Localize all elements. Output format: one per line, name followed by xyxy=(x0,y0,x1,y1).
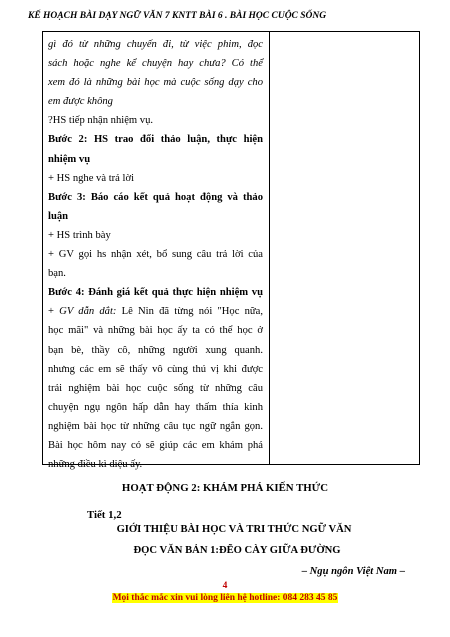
text-fragment: GV dẫn dắt: xyxy=(59,306,117,318)
table-text-line: sách hoặc nghe kể chuyện hay chưa? Có thể xyxy=(48,58,263,70)
table-left-cell xyxy=(48,35,263,474)
reading-title: ĐỌC VĂN BẢN 1:ĐẼO CÀY GIỮA ĐƯỜNG xyxy=(133,545,341,556)
table-text-line: bạn. xyxy=(48,268,66,280)
table-text-line: Bước 4: Đánh giá kết quả thực hiện nhiệm vụ xyxy=(48,287,263,299)
table-text-line: nhưng các em sẽ thấy vô cùng thú vị khi được xyxy=(48,363,263,375)
lesson-table xyxy=(42,31,420,471)
document-header: KẾ HOẠCH BÀI DẠY NGỮ VĂN 7 KNTT BÀI 6 . BÀI HỌC CUỘC SỐNG xyxy=(28,11,327,21)
table-text-line: + GV gọi hs nhận xét, bổ sung câu trả lời của xyxy=(48,249,263,261)
table-text-line: ?HS tiếp nhận nhiệm vụ. xyxy=(48,115,154,127)
table-text-line: gì đó từ những chuyến đi, từ việc phim, đọc xyxy=(48,39,263,50)
table-text-line: + HS trình bày xyxy=(48,229,111,241)
footer-text: Mọi thắc mắc xin vui lòng liên hệ hotline: 084 283 45 85 xyxy=(112,593,338,603)
table-text-line: luận xyxy=(48,210,69,222)
table-text-line: nghiệm bài học từ những câu tục ngữ ngắn gọn. xyxy=(48,420,263,432)
table-text-line: em được không xyxy=(48,96,113,108)
page-number: 4 xyxy=(222,581,228,591)
table-text-line xyxy=(48,302,263,321)
table-text-line: Bài học hôm nay có sẽ giúp các em khám phá xyxy=(48,439,263,451)
text-fragment: Lê Nin đã từng nói "Học nữa, xyxy=(116,306,264,318)
table-text-line: trải nghiệm bài học cuộc sống từ những câu xyxy=(48,382,263,394)
text-fragment: + xyxy=(48,306,60,318)
footer-hotline xyxy=(0,593,450,603)
table-column-divider xyxy=(269,32,270,464)
section-title: HOẠT ĐỘNG 2: KHÁM PHÁ KIẾN THỨC xyxy=(121,482,329,494)
genre-label: – Ngụ ngôn Việt Nam – xyxy=(301,566,405,577)
table-text-line: chuyện ngụ ngôn hấp dẫn hay thấm thía kinh xyxy=(48,401,263,413)
table-text-line: Bước 3: Báo cáo kết quả hoạt động và thảo xyxy=(48,191,263,203)
table-text-line: + HS nghe và trả lời xyxy=(48,172,135,184)
lesson-period: Tiết 1,2 xyxy=(87,509,122,521)
table-text-line: nhiệm vụ xyxy=(48,153,91,165)
table-text-line: bạn bè, thầy cô, những người xung quanh. xyxy=(48,344,263,356)
table-text-line: học mãi" và những bài học ấy ta có thể học ở xyxy=(48,325,263,337)
table-text-line: Bước 2: HS trao đổi thảo luận, thực hiện xyxy=(48,134,263,146)
table-text-line: xem đó là những bài học mà cuộc sống dạy cho xyxy=(48,77,263,89)
lesson-title: GIỚI THIỆU BÀI HỌC VÀ TRI THỨC NGỮ VĂN xyxy=(116,524,352,535)
table-text-line: những điều kì diệu ấy. xyxy=(48,459,143,471)
